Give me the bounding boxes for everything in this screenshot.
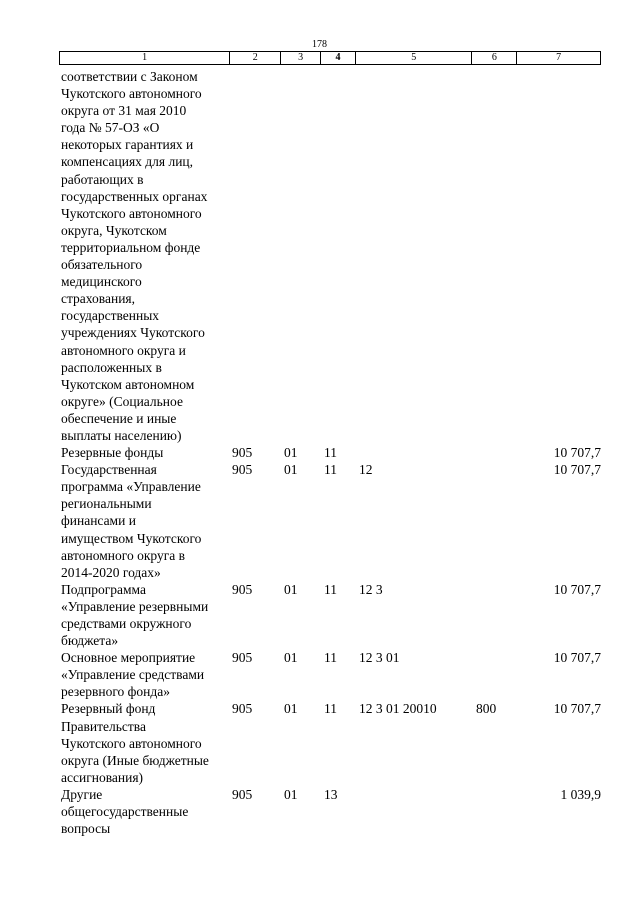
header-col-6: 6 bbox=[472, 52, 517, 64]
continuation-line: некоторых гарантиях и bbox=[61, 137, 194, 153]
header-col-1: 1 bbox=[60, 52, 230, 64]
row-name-line: «Управление средствами bbox=[61, 667, 205, 683]
row-name-line: Основное мероприятие bbox=[61, 650, 196, 666]
code-target-article: 12 3 01 20010 bbox=[359, 701, 437, 717]
row-name-line: программа «Управление bbox=[61, 479, 201, 495]
continuation-line: государственных органах bbox=[61, 188, 208, 204]
amount: 10 707,7 bbox=[553, 445, 601, 461]
code-target-article: 12 3 bbox=[359, 581, 383, 597]
row-name-line: Подпрограмма bbox=[61, 581, 146, 597]
row-name-line: общегосударственные bbox=[61, 804, 189, 820]
table-row bbox=[59, 444, 601, 461]
continuation-line: Чукотского автономного bbox=[61, 86, 202, 102]
code-administrator: 905 bbox=[232, 445, 253, 461]
code-administrator: 905 bbox=[232, 462, 253, 478]
row-name-line: Резервные фонды bbox=[61, 445, 164, 461]
amount: 10 707,7 bbox=[553, 581, 601, 597]
row-name bbox=[59, 444, 230, 461]
table-row bbox=[59, 700, 601, 785]
continuation-line: округа, Чукотском bbox=[61, 222, 167, 238]
code-subsection: 11 bbox=[324, 462, 337, 478]
row-name bbox=[59, 649, 230, 700]
continuation-line: округе» (Социальное bbox=[61, 393, 183, 409]
header-col-4: 4 bbox=[321, 52, 356, 64]
code-administrator: 905 bbox=[232, 650, 253, 666]
continuation-line: территориальном фонде bbox=[61, 239, 201, 255]
code-expense-type: 800 bbox=[476, 701, 497, 717]
row-name bbox=[59, 700, 230, 785]
continuation-line: автономного округа и bbox=[61, 342, 186, 358]
amount: 10 707,7 bbox=[553, 650, 601, 666]
table-row-continuation bbox=[59, 68, 601, 444]
row-name bbox=[59, 581, 230, 649]
code-administrator: 905 bbox=[232, 701, 253, 717]
code-subsection: 13 bbox=[324, 786, 338, 802]
continuation-line: соответствии с Законом bbox=[61, 69, 198, 84]
continuation-line: года № 57-ОЗ «О bbox=[61, 120, 160, 136]
continuation-line: Чукотского автономного bbox=[61, 205, 202, 221]
continuation-line: государственных bbox=[61, 308, 160, 324]
amount: 10 707,7 bbox=[553, 701, 601, 717]
row-name-line: 2014-2020 годах» bbox=[61, 564, 161, 580]
row-name-line: бюджета» bbox=[61, 633, 119, 649]
row-name-line: имуществом Чукотского bbox=[61, 530, 202, 546]
continuation-line: расположенных в bbox=[61, 359, 162, 375]
code-administrator: 905 bbox=[232, 581, 253, 597]
continuation-line: компенсациях для лиц, bbox=[61, 154, 194, 170]
code-section: 01 bbox=[284, 650, 298, 666]
row-name-line: средствами окружного bbox=[61, 616, 192, 631]
code-subsection: 11 bbox=[324, 445, 337, 461]
code-subsection: 11 bbox=[324, 650, 337, 666]
row-name-line: автономного округа в bbox=[61, 547, 185, 563]
budget-table-body bbox=[59, 68, 601, 837]
table-header-row bbox=[59, 51, 601, 65]
code-subsection: 11 bbox=[324, 581, 337, 597]
page-number: 178 bbox=[312, 39, 327, 50]
code-subsection: 11 bbox=[324, 701, 337, 717]
continuation-line: обязательного bbox=[61, 257, 143, 273]
continuation-line: округа от 31 мая 2010 bbox=[61, 103, 187, 119]
row-name bbox=[59, 461, 230, 581]
code-administrator: 905 bbox=[232, 786, 253, 802]
row-name-line: финансами и bbox=[61, 513, 136, 529]
header-col-2: 2 bbox=[230, 52, 281, 64]
table-row bbox=[59, 461, 601, 581]
row-name-line: округа (Иные бюджетные bbox=[61, 752, 209, 768]
row-name-line: резервного фонда» bbox=[61, 684, 170, 700]
continuation-line: выплаты населению) bbox=[61, 427, 182, 443]
code-section: 01 bbox=[284, 701, 298, 717]
header-col-7: 7 bbox=[556, 52, 562, 63]
code-section: 01 bbox=[284, 462, 298, 478]
table-row bbox=[59, 786, 601, 837]
amount: 1 039,9 bbox=[560, 786, 601, 802]
continuation-line: страхования, bbox=[61, 291, 136, 307]
continuation-line: работающих в bbox=[61, 171, 144, 187]
row-name-line: «Управление резервными bbox=[61, 598, 209, 614]
row-name-line: Правительства bbox=[61, 718, 146, 734]
row-name bbox=[59, 786, 230, 837]
row-name-line: Резервный фонд bbox=[61, 701, 156, 717]
row-name-line: Чукотского автономного bbox=[61, 735, 202, 751]
row-name-line: ассигнования) bbox=[61, 769, 144, 785]
code-target-article: 12 3 01 bbox=[359, 650, 400, 666]
header-col-3: 3 bbox=[281, 52, 321, 64]
continuation-line: обеспечение и иные bbox=[61, 410, 177, 426]
continuation-line: медицинского bbox=[61, 274, 142, 290]
table-row bbox=[59, 581, 601, 649]
continuation-text bbox=[59, 68, 230, 444]
amount: 10 707,7 bbox=[553, 462, 601, 478]
row-name-line: региональными bbox=[61, 496, 152, 512]
row-name-line: Другие bbox=[61, 786, 103, 802]
code-target-article: 12 bbox=[359, 462, 373, 478]
row-name-line: вопросы bbox=[61, 821, 111, 837]
row-name-line: Государственная bbox=[61, 462, 157, 478]
code-section: 01 bbox=[284, 445, 298, 461]
header-col-5: 5 bbox=[356, 52, 473, 64]
code-section: 01 bbox=[284, 581, 298, 597]
table-row bbox=[59, 649, 601, 700]
code-section: 01 bbox=[284, 786, 298, 802]
continuation-line: учреждениях Чукотского bbox=[61, 325, 205, 341]
continuation-line: Чукотском автономном bbox=[61, 376, 195, 392]
